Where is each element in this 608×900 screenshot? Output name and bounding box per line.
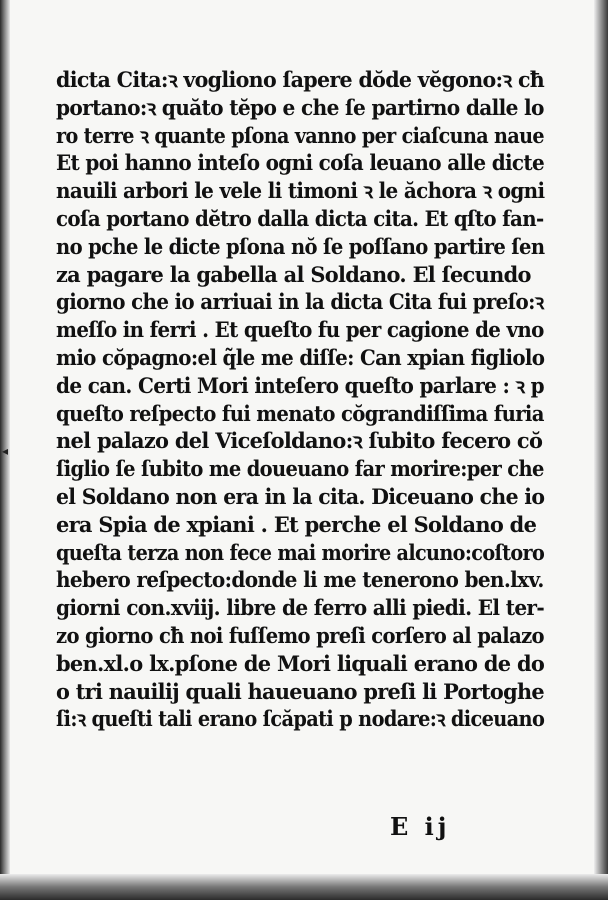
text-block: [56, 66, 546, 733]
page-bottom-shadow: [0, 874, 608, 900]
text-line: o tri nauilij quali haueuano preſi li Portoghe: [56, 678, 544, 704]
text-line: dicta Cita:ꝛ vogliono ſapere dŏde vĕgono:ꝛ cħ: [56, 67, 545, 92]
text-line: giorno che io arriuai in la dicta Cita fui preſo:ꝛ: [56, 289, 544, 315]
text-line: ſiglio ſe ſubito me doueuano far morire:per che: [56, 456, 544, 482]
text-line: Et poi hanno inteſo ogni coſa leuano alle dicte: [56, 150, 545, 176]
text-line: el Soldano non era in la cita. Diceuano che io: [56, 483, 545, 509]
signature-mark: E ij: [390, 812, 451, 841]
text-line: de can. Certi Mori inteſero queſto parlare : ꝛ p: [56, 372, 544, 398]
margin-mark: ◂: [2, 444, 9, 458]
text-line: portano:ꝛ quăto tĕpo e che ſe partirno dalle lo: [56, 94, 544, 120]
text-line: nauili arbori le vele li timoni ꝛ le ăchora ꝛ ogni: [56, 178, 545, 204]
text-line: mio cŏpagno:el q̃le me diſſe: Can xpian figliolo: [56, 344, 545, 370]
text-line: za pagare la gabella al Soldano. El ſecundo: [56, 261, 531, 287]
text-line: queſto reſpecto fui menato cŏgrandiſſima furia: [56, 400, 544, 426]
text-line: era Spia de xpiani . Et perche el Soldano de: [56, 511, 537, 537]
text-line: coſa portano dĕtro dalla dicta cita. Et qſto fan-: [56, 205, 544, 231]
text-line: meſſo in ferri . Et queſto fu per cagione de vno: [56, 317, 544, 343]
page-right-shadow: [594, 0, 608, 900]
text-line: giorni con.xviij. libre de ferro alli piedi. El ter-: [56, 595, 545, 621]
text-line: ro terre ꝛ quante pſona vanno per ciaſcuna naue: [56, 122, 544, 148]
text-line: nel palazo del Viceſoldano:ꝛ ſubito fecero cŏ: [56, 428, 543, 454]
text-line: queſta terza non fece mai morire alcuno:coſtoro: [56, 539, 545, 565]
text-line: no pche le dicte pſona nŏ ſe poſſano partire ſen: [56, 233, 545, 259]
text-line: zo giorno cħ noi fuſſemo preſi corſero al palazo: [56, 622, 544, 648]
text-line: hebero reſpecto:donde li me tenerono ben.lxv.: [56, 567, 544, 593]
text-line: ben.xl.o lx.pſone de Mori liquali erano de do: [56, 650, 545, 676]
text-line: ſi:ꝛ queſti tali erano ſcăpati p nodare:ꝛ diceuano: [56, 706, 545, 732]
